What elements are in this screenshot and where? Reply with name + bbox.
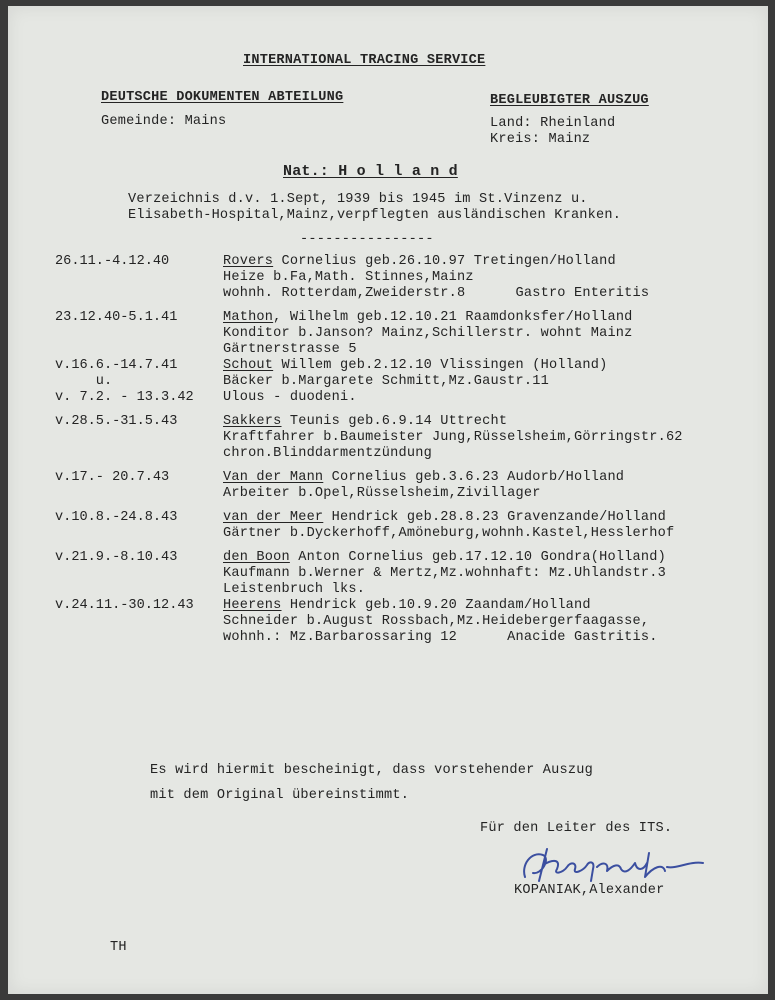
- separator-rule: ----------------: [300, 232, 434, 247]
- entry-first-line: [223, 414, 683, 430]
- patient-surname: Schout: [223, 358, 274, 373]
- signatory-name: KOPANIAK,Alexander: [514, 883, 665, 898]
- entry-dates: v.16.6.-14.7.41: [55, 358, 178, 373]
- entry-first-line: [223, 358, 607, 374]
- entry-details: [223, 358, 607, 406]
- entry-dates: v.24.11.-30.12.43: [55, 598, 194, 613]
- entry-detail-text: Cornelius geb.3.6.23 Audorb/Holland: [323, 470, 625, 485]
- extract-heading: BEGLEUBIGTER AUSZUG: [490, 93, 649, 108]
- entry-dates: 23.12.40-5.1.41: [55, 310, 178, 325]
- entry-detail-line: Gärtner b.Dyckerhoff,Amöneburg,wohnh.Kastel,Hesslerhof: [223, 526, 675, 541]
- entry-detail-text: Willem geb.2.12.10 Vlissingen (Holland): [273, 358, 608, 373]
- gemeinde-line: Gemeinde: Mains: [101, 114, 227, 129]
- entry-details: [223, 310, 633, 358]
- entry-detail-text: Teunis geb.6.9.14 Uttrecht: [281, 414, 508, 429]
- entry-first-line: [223, 550, 666, 566]
- entry-detail-line: Konditor b.Janson? Mainz,Schillerstr. wohnt Mainz: [223, 326, 633, 341]
- patient-surname: Rovers: [223, 254, 274, 269]
- entry-details: [223, 510, 674, 542]
- certification-line-2: mit dem Original übereinstimmt.: [150, 788, 410, 803]
- entry-detail-line: wohnh. Rotterdam,Zweiderstr.8 Gastro Enteritis: [223, 286, 650, 301]
- entry-dates: 26.11.-4.12.40: [55, 254, 170, 269]
- entry-detail-text: Anton Cornelius geb.17.12.10 Gondra(Holland): [289, 550, 666, 565]
- entry-details: [223, 254, 649, 302]
- entry-detail-line: Schneider b.August Rossbach,Mz.Heidebergerfaagasse,: [223, 614, 650, 629]
- entry-details: [223, 550, 666, 598]
- patient-surname: Van der Mann: [223, 470, 324, 485]
- entry-detail-line: Bäcker b.Margarete Schmitt,Mz.Gaustr.11: [223, 374, 549, 389]
- entry-detail-text: , Wilhelm geb.12.10.21 Raamdonksfer/Holland: [273, 310, 633, 325]
- entry-detail-line: Arbeiter b.Opel,Rüsselsheim,Zivillager: [223, 486, 541, 501]
- entry-dates: v.17.- 20.7.43: [55, 470, 170, 485]
- signature: [513, 841, 723, 889]
- entry-dates: v.21.9.-8.10.43: [55, 550, 178, 565]
- intro-line-2: Elisabeth-Hospital,Mainz,verpflegten ausländischen Kranken.: [128, 208, 622, 223]
- entry-first-line: [223, 598, 658, 614]
- entry-detail-line: wohnh.: Mz.Barbarossaring 12 Anacide Gastritis.: [223, 630, 658, 645]
- entry-first-line: [223, 510, 674, 526]
- patient-surname: van der Meer: [223, 510, 324, 525]
- patient-surname: den Boon: [223, 550, 290, 565]
- entry-dates: v. 7.2. - 13.3.42: [55, 390, 194, 405]
- entry-detail-text: Hendrick geb.28.8.23 Gravenzande/Holland: [323, 510, 666, 525]
- entry-dates: v.28.5.-31.5.43: [55, 414, 178, 429]
- department-heading: DEUTSCHE DOKUMENTEN ABTEILUNG: [101, 90, 344, 105]
- entry-detail-line: Kraftfahrer b.Baumeister Jung,Rüsselsheim,Görringstr.62: [223, 430, 683, 445]
- entry-detail-text: Hendrick geb.10.9.20 Zaandam/Holland: [281, 598, 591, 613]
- entry-detail-text: Cornelius geb.26.10.97 Tretingen/Holland: [273, 254, 616, 269]
- patient-surname: Mathon: [223, 310, 274, 325]
- entry-detail-line: Kaufmann b.Werner & Mertz,Mz.wohnhaft: Mz.Uhlandstr.3: [223, 566, 666, 581]
- patient-surname: Heerens: [223, 598, 282, 613]
- entry-detail-line: Gärtnerstrasse 5: [223, 342, 357, 357]
- for-leader-line: Für den Leiter des ITS.: [480, 821, 673, 836]
- entry-detail-line: Heize b.Fa,Math. Stinnes,Mainz: [223, 270, 474, 285]
- land-line: Land: Rheinland: [490, 116, 616, 131]
- entry-first-line: [223, 470, 624, 486]
- entry-detail-line: chron.Blinddarmentzündung: [223, 446, 432, 461]
- entry-dates: v.10.8.-24.8.43: [55, 510, 178, 525]
- typist-initials: TH: [110, 940, 127, 955]
- entry-first-line: [223, 310, 633, 326]
- kreis-line: Kreis: Mainz: [490, 132, 591, 147]
- entry-details: [223, 470, 624, 502]
- document-title: INTERNATIONAL TRACING SERVICE: [243, 53, 486, 68]
- patient-surname: Sakkers: [223, 414, 282, 429]
- entry-detail-line: Leistenbruch lks.: [223, 582, 366, 597]
- entry-dates: u.: [55, 374, 113, 389]
- nationality-heading: Nat.: H o l l a n d: [283, 163, 458, 180]
- entry-details: [223, 414, 683, 462]
- entry-first-line: [223, 254, 649, 270]
- entry-details: [223, 598, 658, 646]
- certification-line-1: Es wird hiermit bescheinigt, dass vorstehender Auszug: [150, 763, 593, 778]
- intro-line-1: Verzeichnis d.v. 1.Sept, 1939 bis 1945 im St.Vinzenz u.: [128, 192, 588, 207]
- document-page: [8, 6, 768, 994]
- entry-detail-line: Ulous - duodeni.: [223, 390, 357, 405]
